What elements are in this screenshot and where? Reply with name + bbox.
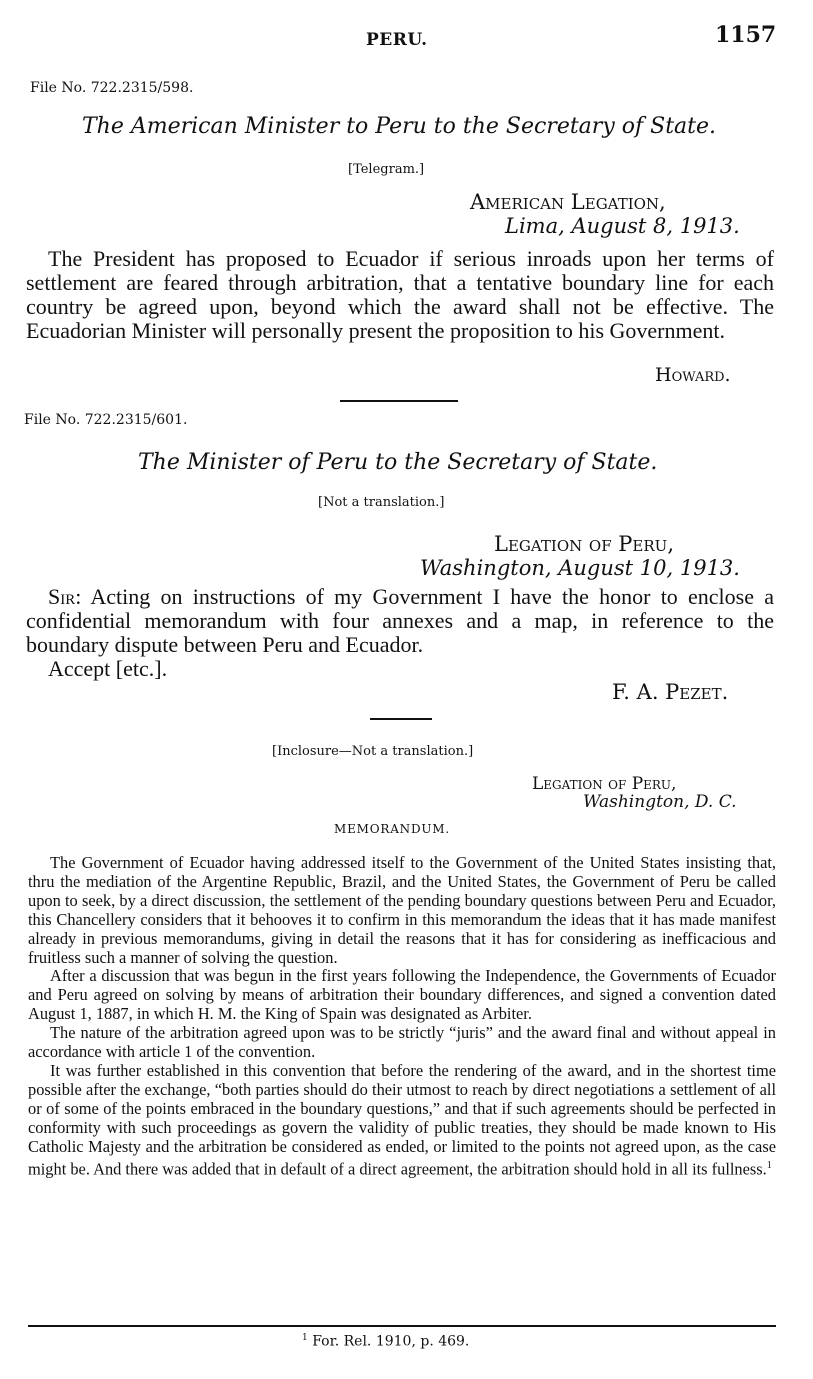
footnote-reference: 1 <box>766 1159 772 1171</box>
place-line-1: American Legation, <box>470 190 666 214</box>
section-divider-1 <box>340 400 458 402</box>
telegram-body <box>26 247 774 343</box>
letter-body <box>26 585 774 681</box>
footnote-text: For. Rel. 1910, p. 469. <box>312 1333 470 1350</box>
memorandum-heading: MEMORANDUM. <box>334 822 451 836</box>
place-line-2: Legation of Peru, <box>494 532 674 556</box>
date-line-1: Lima, August 8, 1913. <box>505 214 740 238</box>
footnote-rule <box>28 1325 776 1327</box>
memorandum-paragraph-2: After a discussion that was begun in the first years following the Independence, the Governments of Ecuador and Peru agreed on solving by means of arbitration their boundary differences, and signed a convention dated August 1, 1887, in which H. M. the King of Spain was designated as Arbiter. <box>28 966 776 1024</box>
page-number: 1157 <box>715 22 777 48</box>
inclosure-place: Legation of Peru, <box>532 774 677 794</box>
document-note-2: [Not a translation.] <box>318 495 445 510</box>
memorandum-paragraph-1: The Government of Ecuador having addressed itself to the Government of the United States insisting that, thru the mediation of the Argentine Republic, Brazil, and the United States, the Government of Peru be called upon to seek, by a direct discussion, the settlement of the pending boundary questions between Peru and Ecuador, this Chancellery considers that it behooves it to confirm in this memorandum the ideas that it has made manifest already in previous memorandums, giving in detail the reasons that it has for considering as inefficacious and fruitless such a manner of solving the question. <box>28 853 776 967</box>
memorandum-paragraph-4: It was further established in this convention that before the rendering of the award, and in the shortest time possible after the exchange, “both parties should do their utmost to reach by direct negotiations a settlement of all or of some of the points embraced in the boundary questions,” and that if such agreements should be perfected in conformity with such proceedings as govern the validity of public treaties, they should be made known to His Catholic Majesty and the arbitration be considered as ended, or limited to the points not agreed upon, as the case might be. And there was added that in default of a direct agreement, the arbitration should hold in all its fullness. <box>28 1060 776 1178</box>
inclosure-date: Washington, D. C. <box>583 792 737 812</box>
document-title-2: The Minister of Peru to the Secretary of State. <box>138 450 658 475</box>
running-title: PERU. <box>366 30 428 50</box>
document-title-1: The American Minister to Peru to the Secretary of State. <box>82 114 717 139</box>
signature-2: F. A. Pezet. <box>612 680 729 704</box>
file-number-1: File No. 722.2315/598. <box>30 80 194 96</box>
letter-text: Acting on instructions of my Government I have the honor to enclose a confidential memorandum with four annexes and a map, in reference to the boundary dispute between Peru and Ecuador. <box>26 584 774 657</box>
signature-1: Howard. <box>655 364 731 386</box>
memorandum-body <box>28 854 776 1179</box>
memorandum-paragraph-3: The nature of the arbitration agreed upon was to be strictly “juris” and the award final and without appeal in accordance with article 1 of the convention. <box>28 1023 776 1062</box>
closing-line: Accept [etc.]. <box>48 656 168 681</box>
inclosure-note: [Inclosure—Not a translation.] <box>272 744 474 759</box>
document-note-1: [Telegram.] <box>348 162 425 177</box>
file-number-2: File No. 722.2315/601. <box>24 412 188 428</box>
salutation: Sir: <box>48 584 82 609</box>
date-line-2: Washington, August 10, 1913. <box>420 556 740 580</box>
section-divider-2 <box>370 718 432 720</box>
telegram-text: The President has proposed to Ecuador if serious inroads upon her terms of settlement are feared through arbitration, that a tentative boundary line for each country be agreed upon, beyond which the award shall not be effective. The Ecuadorian Minister will personally present the proposition to his Government. <box>26 246 774 343</box>
footnote <box>302 1333 469 1350</box>
footnote-marker: 1 <box>302 1333 308 1343</box>
